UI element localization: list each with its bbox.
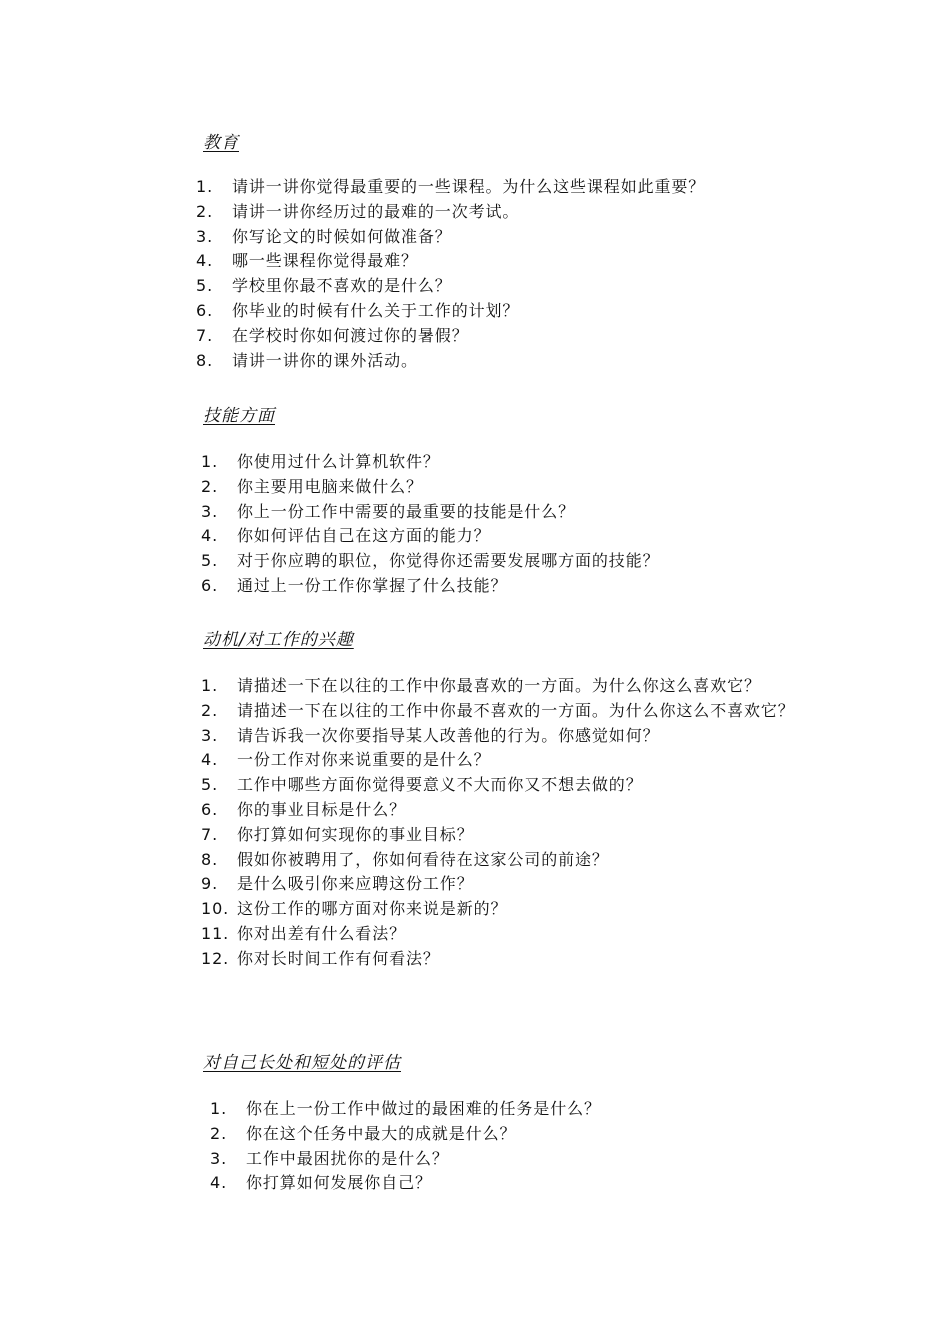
list-item (201, 724, 823, 749)
item-number: 2. (201, 700, 219, 720)
list-item (201, 922, 823, 947)
item-text: 你如何评估自己在这方面的能力？ (237, 526, 491, 546)
list-item (201, 674, 823, 699)
item-text: 你打算如何实现你的事业目标？ (237, 824, 474, 844)
item-number: 12. (201, 948, 230, 968)
education-question-list (196, 175, 816, 373)
item-text: 你使用过什么计算机软件？ (237, 452, 440, 471)
item-number: 2. (201, 476, 219, 496)
item-number: 5. (196, 276, 214, 296)
item-number: 1. (201, 452, 219, 471)
item-text: 哪一些课程你觉得最难？ (232, 251, 418, 271)
item-text: 在学校时你如何渡过你的暑假？ (232, 325, 469, 345)
item-text: 请描述一下在以往的工作中你最喜欢的一方面。为什么你这么喜欢它？ (237, 676, 761, 695)
item-text: 一份工作对你来说重要的是什么？ (237, 750, 491, 770)
list-item (201, 823, 823, 848)
item-number: 11. (201, 923, 230, 943)
list-item (210, 1171, 810, 1196)
item-number: 10. (201, 899, 230, 919)
item-number: 6. (201, 799, 219, 819)
list-item (201, 524, 816, 549)
item-text: 假如你被聘用了，你如何看待在这家公司的前途？ (237, 849, 609, 869)
skills-question-list (201, 450, 816, 599)
item-number: 1. (210, 1099, 228, 1118)
item-text: 请告诉我一次你要指导某人改善他的行为。你感觉如何？ (237, 725, 660, 745)
item-number: 4. (196, 251, 214, 271)
item-text: 你在上一份工作中做过的最困难的任务是什么？ (246, 1099, 601, 1118)
item-number: 3. (210, 1148, 228, 1168)
list-item (201, 798, 823, 823)
item-text: 请讲一讲你觉得最重要的一些课程。为什么这些课程如此重要？ (232, 177, 706, 196)
item-number: 2. (196, 201, 214, 221)
list-item (210, 1147, 810, 1172)
motivation-question-list (201, 674, 823, 972)
item-number: 4. (201, 526, 219, 546)
item-text: 你毕业的时候有什么关于工作的计划？ (232, 300, 520, 320)
item-text: 你对出差有什么看法？ (237, 923, 407, 943)
item-text: 工作中哪些方面你觉得要意义不大而你又不想去做的？ (237, 775, 643, 795)
list-item (201, 848, 823, 873)
self-assessment-question-list (210, 1097, 810, 1196)
list-item (201, 897, 823, 922)
section-title-self-assessment: 对自己长处和短处的评估 (203, 1053, 401, 1073)
list-item (201, 872, 823, 897)
list-item (201, 773, 823, 798)
item-text: 请描述一下在以往的工作中你最不喜欢的一方面。为什么你这么不喜欢它？ (237, 700, 795, 720)
item-number: 3. (196, 226, 214, 246)
item-text: 工作中最困扰你的是什么？ (246, 1148, 449, 1168)
item-text: 请讲一讲你的课外活动。 (232, 350, 418, 370)
item-number: 4. (201, 750, 219, 770)
list-item (201, 699, 823, 724)
list-item (196, 249, 816, 274)
list-item (196, 274, 816, 299)
item-number: 1. (201, 676, 219, 695)
list-item (196, 200, 816, 225)
list-item (201, 549, 816, 574)
list-item (201, 450, 816, 475)
list-item (201, 475, 816, 500)
item-number: 7. (196, 325, 214, 345)
item-text: 你上一份工作中需要的最重要的技能是什么？ (237, 501, 576, 521)
list-item (196, 175, 816, 200)
list-item (201, 947, 823, 972)
item-text: 你在这个任务中最大的成就是什么？ (246, 1123, 517, 1143)
item-text: 对于你应聘的职位，你觉得你还需要发展哪方面的技能？ (237, 551, 660, 571)
item-text: 通过上一份工作你掌握了什么技能？ (237, 575, 508, 595)
item-text: 请讲一讲你经历过的最难的一次考试。 (232, 201, 520, 221)
item-number: 3. (201, 725, 219, 745)
item-text: 你写论文的时候如何做准备？ (232, 226, 452, 246)
section-title-skills: 技能方面 (203, 406, 275, 426)
item-number: 8. (201, 849, 219, 869)
item-text: 你打算如何发展你自己？ (246, 1173, 432, 1193)
item-number: 2. (210, 1123, 228, 1143)
item-number: 5. (201, 775, 219, 795)
item-number: 4. (210, 1173, 228, 1193)
list-item (196, 225, 816, 250)
list-item (196, 299, 816, 324)
list-item (196, 349, 816, 374)
item-text: 这份工作的哪方面对你来说是新的？ (237, 899, 508, 919)
item-text: 你的事业目标是什么？ (237, 799, 407, 819)
item-number: 5. (201, 551, 219, 571)
list-item (201, 748, 823, 773)
item-text: 学校里你最不喜欢的是什么？ (232, 276, 452, 296)
item-number: 6. (196, 300, 214, 320)
item-number: 1. (196, 177, 214, 196)
section-title-education: 教育 (203, 133, 239, 153)
section-title-motivation: 动机/对工作的兴趣 (203, 630, 354, 650)
item-number: 7. (201, 824, 219, 844)
item-text: 你主要用电脑来做什么？ (237, 476, 423, 496)
item-number: 6. (201, 575, 219, 595)
list-item (196, 324, 816, 349)
item-number: 3. (201, 501, 219, 521)
item-number: 8. (196, 350, 214, 370)
list-item (210, 1122, 810, 1147)
item-text: 是什么吸引你来应聘这份工作？ (237, 874, 474, 894)
list-item (201, 574, 816, 599)
item-text: 你对长时间工作有何看法？ (237, 948, 440, 968)
list-item (201, 500, 816, 525)
item-number: 9. (201, 874, 219, 894)
list-item (210, 1097, 810, 1122)
